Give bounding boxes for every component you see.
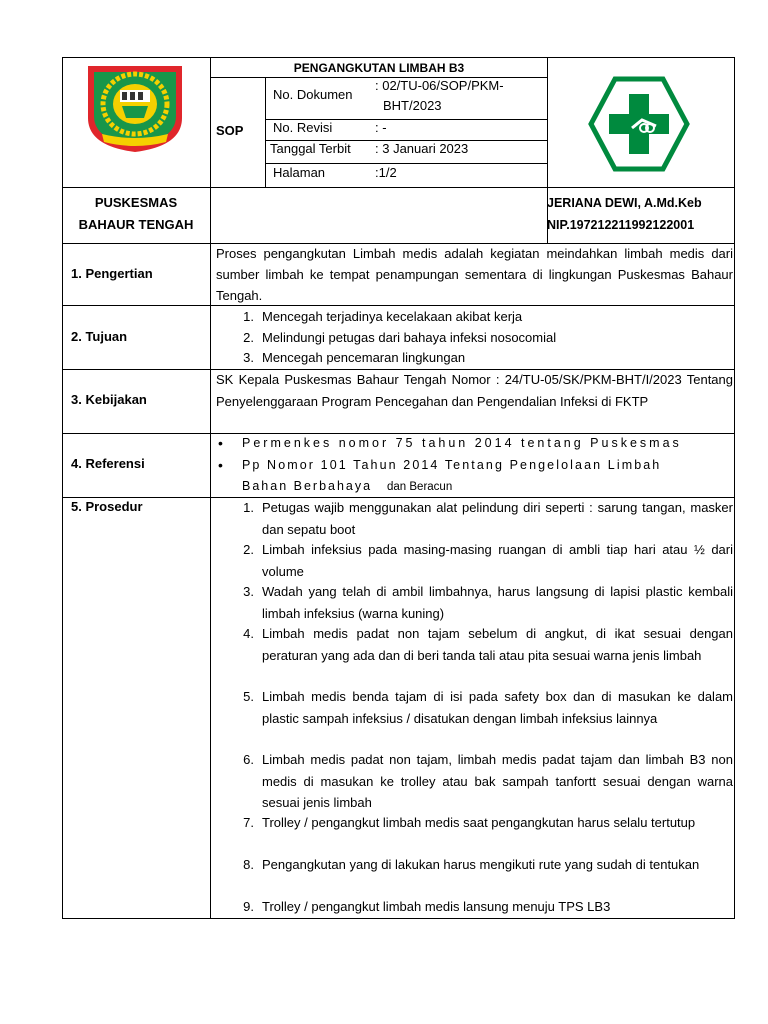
halaman-label: Halaman (273, 165, 326, 180)
header-bottom-line (62, 187, 735, 188)
kebijakan-label: 3. Kebijakan (71, 392, 147, 407)
table-bottom-border (62, 918, 735, 919)
prosedur-item (236, 686, 733, 750)
pengertian-label: 1. Pengertian (71, 266, 153, 281)
tujuan-item-text: Mencegah pencemaran lingkungan (262, 350, 466, 365)
regency-logo (80, 60, 190, 156)
bullet-icon: • (218, 457, 223, 473)
signatory-name: JERIANA DEWI, A.Md.Keb (547, 196, 702, 210)
halaman-value: :1/2 (375, 165, 397, 180)
referensi-item: Permenkes nomor 75 tahun 2014 tentang Puskesmas (242, 436, 682, 450)
prosedur-item (236, 896, 733, 918)
table-top-border (62, 57, 735, 58)
prosedur-item (236, 539, 733, 582)
kebijakan-text: SK Kepala Puskesmas Bahaur Tengah Nomor : 24/TU-05/SK/PKM-BHT/I/2023 Tentang Penyelenggaraan Program Pencegahan dan Pengendalian Infeksi di FKTP (216, 372, 733, 409)
prosedur-item-text: Limbah medis padat non tajam sebelum di angkut, di ikat sesuai dengan peraturan yang ada dan di beri tanda tali atau pita sesuai warna jenis limbah (262, 626, 733, 663)
prosedur-label: 5. Prosedur (71, 499, 143, 514)
prosedur-item (236, 812, 733, 855)
prosedur-item-number: 8. (243, 857, 254, 872)
institution-line2: BAHAUR TENGAH (78, 217, 194, 232)
prosedur-item-number: 1. (243, 500, 254, 515)
referensi-item: Pp Nomor 101 Tahun 2014 Tentang Pengelolaan Limbah (242, 458, 662, 472)
prosedur-item-text: Wadah yang telah di ambil limbahnya, harus langsung di lapisi plastic kembali limbah infeksius (warna kuning) (262, 584, 733, 621)
prosedur-item-text: Pengangkutan yang di lakukan harus mengikuti rute yang sudah di tentukan (262, 857, 700, 872)
tanggal-terbit-label: Tanggal Terbit (270, 141, 351, 156)
prosedur-item-text: Trolley / pengangkut limbah medis lansung menuju TPS LB3 (262, 899, 611, 914)
prosedur-item-text: Petugas wajib menggunakan alat pelindung diri seperti : sarung tangan, masker dan sepatu boot (262, 500, 733, 537)
prosedur-item-number: 2. (243, 542, 254, 557)
prosedur-item (236, 854, 733, 897)
prosedur-item (236, 749, 733, 813)
tujuan-item (236, 306, 731, 327)
tujuan-label: 2. Tujuan (71, 329, 128, 344)
tujuan-item-text: Mencegah terjadinya kecelakaan akibat kerja (262, 309, 523, 324)
prosedur-item-number: 3. (243, 584, 254, 599)
sop-divider (265, 77, 266, 187)
tujuan-item-number: 2. (243, 330, 254, 345)
tujuan-item (236, 347, 731, 368)
prosedur-item-text: Limbah medis padat non tajam, limbah medis padat tajam dan limbah B3 non medis di masukan ke trolley atau bak sampah tanfortt sesuai dengan warna sesuai jenis limbah (262, 752, 733, 810)
tujuan-item (236, 327, 731, 348)
prosedur-item-text: Limbah infeksius pada masing-masing ruangan di ambli tiap hari atau ½ dari volume (262, 542, 733, 579)
prosedur-item-number: 6. (243, 752, 254, 767)
referensi-item-cont: dan Beracun (387, 481, 453, 493)
tujuan-item-text: Melindungi petugas dari bahaya infeksi nosocomial (262, 330, 557, 345)
no-dokumen-value: : 02/TU-06/SOP/PKM- (375, 78, 504, 93)
tujuan-item-number: 3. (243, 350, 254, 365)
referensi-item-cont: Bahan Berbahaya (242, 479, 373, 493)
no-revisi-value: : - (375, 120, 387, 135)
referensi-label: 4. Referensi (71, 456, 145, 471)
prosedur-item (236, 581, 733, 624)
document-title: PENGANGKUTAN LIMBAH B3 (293, 61, 465, 75)
sop-label: SOP (216, 123, 244, 138)
prosedur-item-number: 5. (243, 689, 254, 704)
tanggal-terbit-value: : 3 Januari 2023 (375, 141, 469, 156)
puskesmas-logo (586, 76, 692, 172)
no-dokumen-label: No. Dokumen (273, 87, 353, 102)
no-dokumen-value-cont: BHT/2023 (383, 98, 442, 113)
institution-line1: PUSKESMAS (94, 195, 178, 210)
prosedur-item-text: Limbah medis benda tajam di isi pada safety box dan di masukan ke dalam plastic sampah infeksius / disatukan dengan limbah infeksius lainnya (262, 689, 733, 726)
prosedur-item (236, 623, 733, 687)
prosedur-item-number: 9. (243, 899, 254, 914)
prosedur-item-text: Trolley / pengangkut limbah medis saat pengangkutan harus selalu tertutup (262, 815, 696, 830)
signatory-nip: NIP.197212211992122001 (547, 218, 695, 232)
tujuan-item-number: 1. (243, 309, 254, 324)
prosedur-item-number: 4. (243, 626, 254, 641)
prosedur-item (236, 497, 733, 540)
prosedur-item-number: 7. (243, 815, 254, 830)
bullet-icon: • (218, 435, 223, 451)
no-revisi-label: No. Revisi (273, 120, 333, 135)
pengertian-text: Proses pengangkutan Limbah medis adalah kegiatan meindahkan limbah medis dari sumber limbah ke tempat penampungan sementara di lingkungan Puskesmas Bahaur Tengah. (216, 246, 733, 303)
